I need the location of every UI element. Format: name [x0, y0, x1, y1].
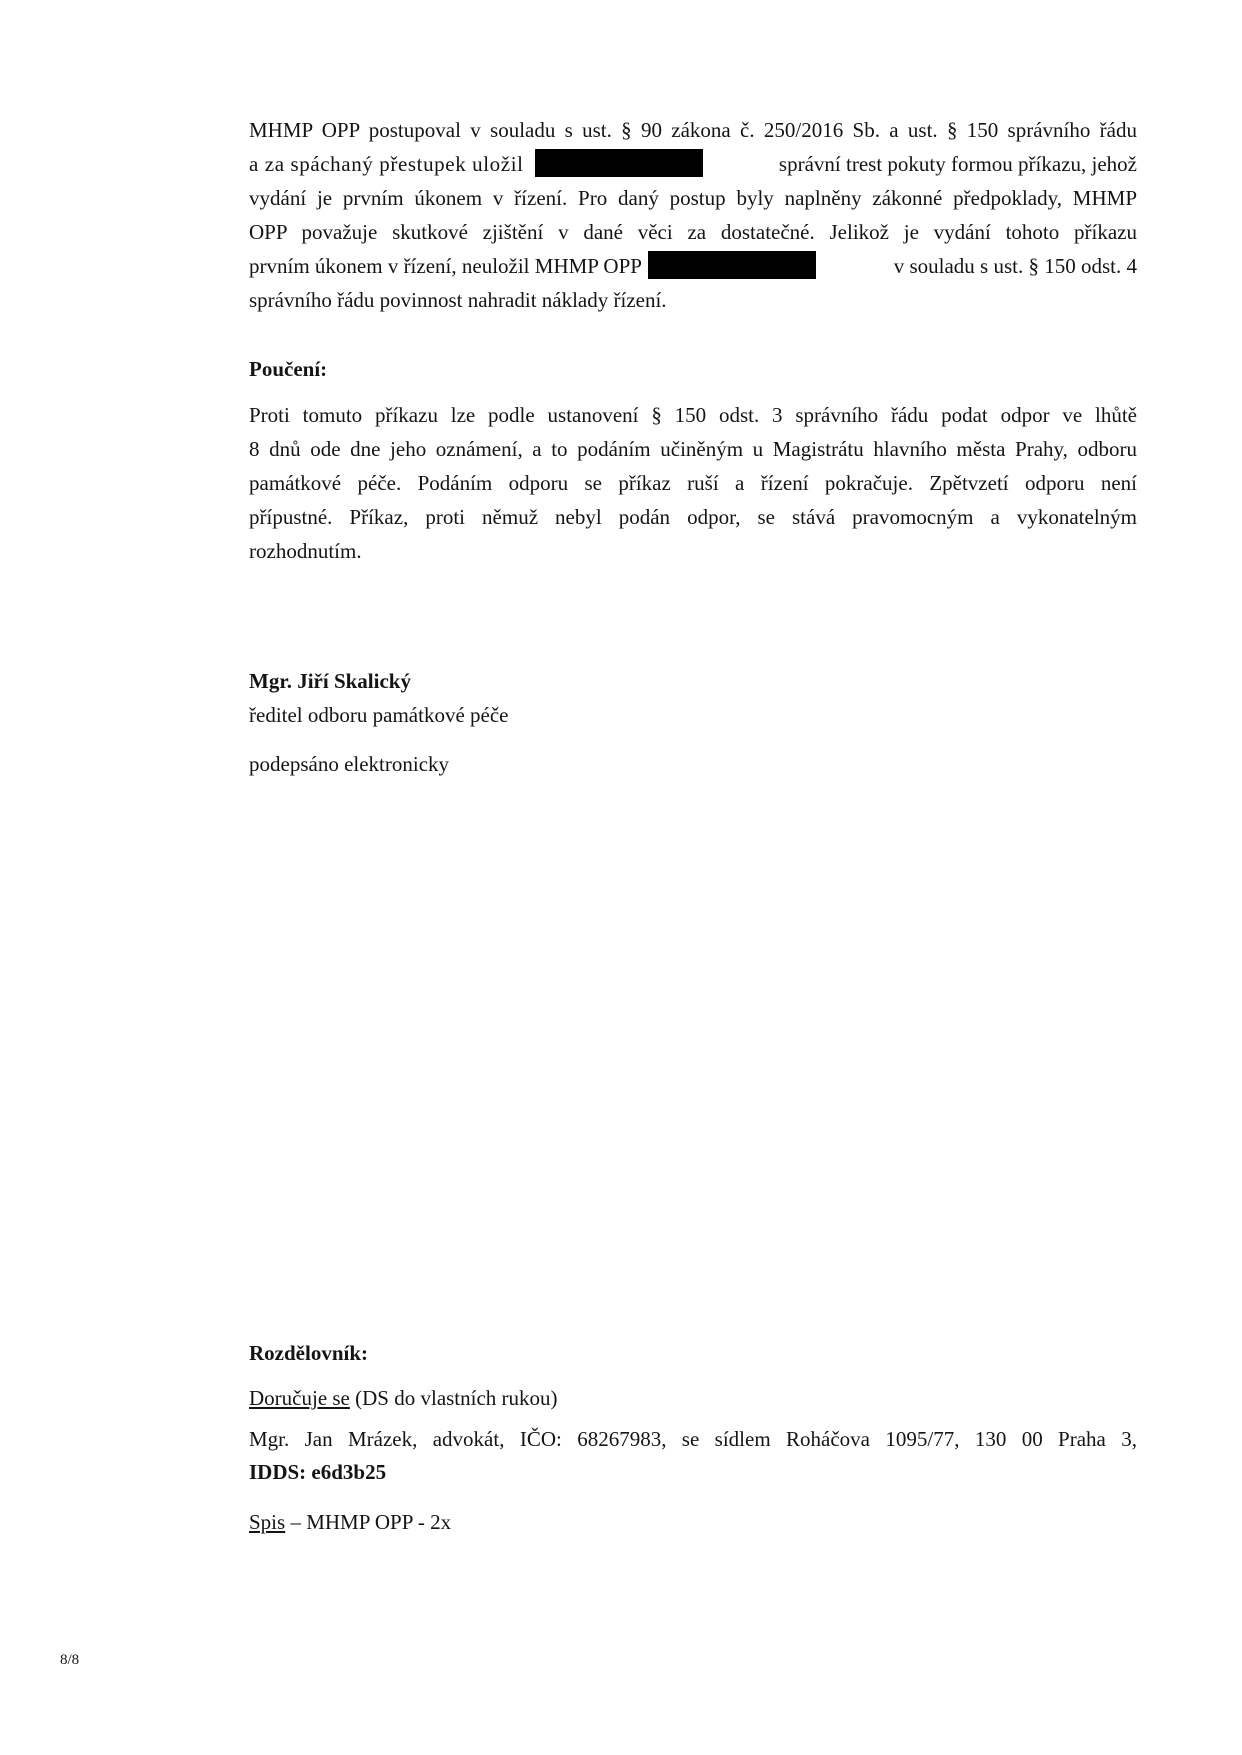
para1-line1: MHMP OPP postupoval v souladu s ust. § 90 zákona č. 250/2016 Sb. a ust. § 150 správního řádu [249, 118, 1137, 142]
spis-label: Spis [249, 1510, 286, 1534]
para1-line5-end: v souladu s ust. § 150 odst. 4 [893, 254, 1137, 278]
para1-line5-start: prvním úkonem v řízení, neuložil MHMP OPP [249, 254, 642, 278]
spis-note: – MHMP OPP - 2x [285, 1510, 452, 1534]
redaction-box [535, 149, 703, 177]
delivery-note: (DS do vlastních rukou) [349, 1386, 558, 1410]
para1-line2-start: a za spáchaný přestupek uložil [249, 152, 524, 176]
para1-line2 [249, 147, 1137, 181]
pouceni-heading: Poučení: [249, 357, 328, 381]
pouceni-line3: památkové péče. Podáním odporu se příkaz ruší a řízení pokračuje. Zpětvzetí odporu není [249, 471, 1137, 495]
pouceni-line1: Proti tomuto příkazu lze podle ustanovení § 150 odst. 3 správního řádu podat odpor ve lhůtě [249, 403, 1137, 427]
signed-note: podepsáno elektronicky [249, 752, 450, 776]
page-number: 8/8 [60, 1652, 80, 1668]
para1-line5 [249, 249, 1137, 283]
para1-line2-end: správní trest pokuty formou příkazu, jehož [778, 152, 1137, 176]
signatory-name: Mgr. Jiří Skalický [249, 669, 411, 693]
recipient-line: Mgr. Jan Mrázek, advokát, IČO: 68267983, se sídlem Roháčova 1095/77, 130 00 Praha 3, [249, 1427, 1137, 1451]
delivery-line [249, 1381, 1137, 1415]
pouceni-line2: 8 dnů ode dne jeho oznámení, a to podáním učiněným u Magistrátu hlavního města Prahy, odboru [249, 437, 1137, 461]
para1-line6: správního řádu povinnost nahradit náklady řízení. [249, 288, 667, 312]
rozdelovnik-heading: Rozdělovník: [249, 1341, 369, 1365]
spis-line [249, 1505, 1137, 1539]
delivery-label: Doručuje se [249, 1386, 350, 1410]
para1-line3: vydání je prvním úkonem v řízení. Pro daný postup byly naplněny zákonné předpoklady, MHMP [249, 186, 1137, 210]
signatory-role: ředitel odboru památkové péče [249, 703, 509, 727]
pouceni-line5: rozhodnutím. [249, 539, 362, 563]
para1-line4: OPP považuje skutkové zjištění v dané věci za dostatečné. Jelikož je vydání tohoto příkazu [249, 220, 1137, 244]
redaction-box [648, 251, 816, 279]
pouceni-line4: přípustné. Příkaz, proti němuž nebyl podán odpor, se stává pravomocným a vykonatelným [249, 505, 1137, 529]
idds: IDDS: e6d3b25 [249, 1460, 387, 1484]
